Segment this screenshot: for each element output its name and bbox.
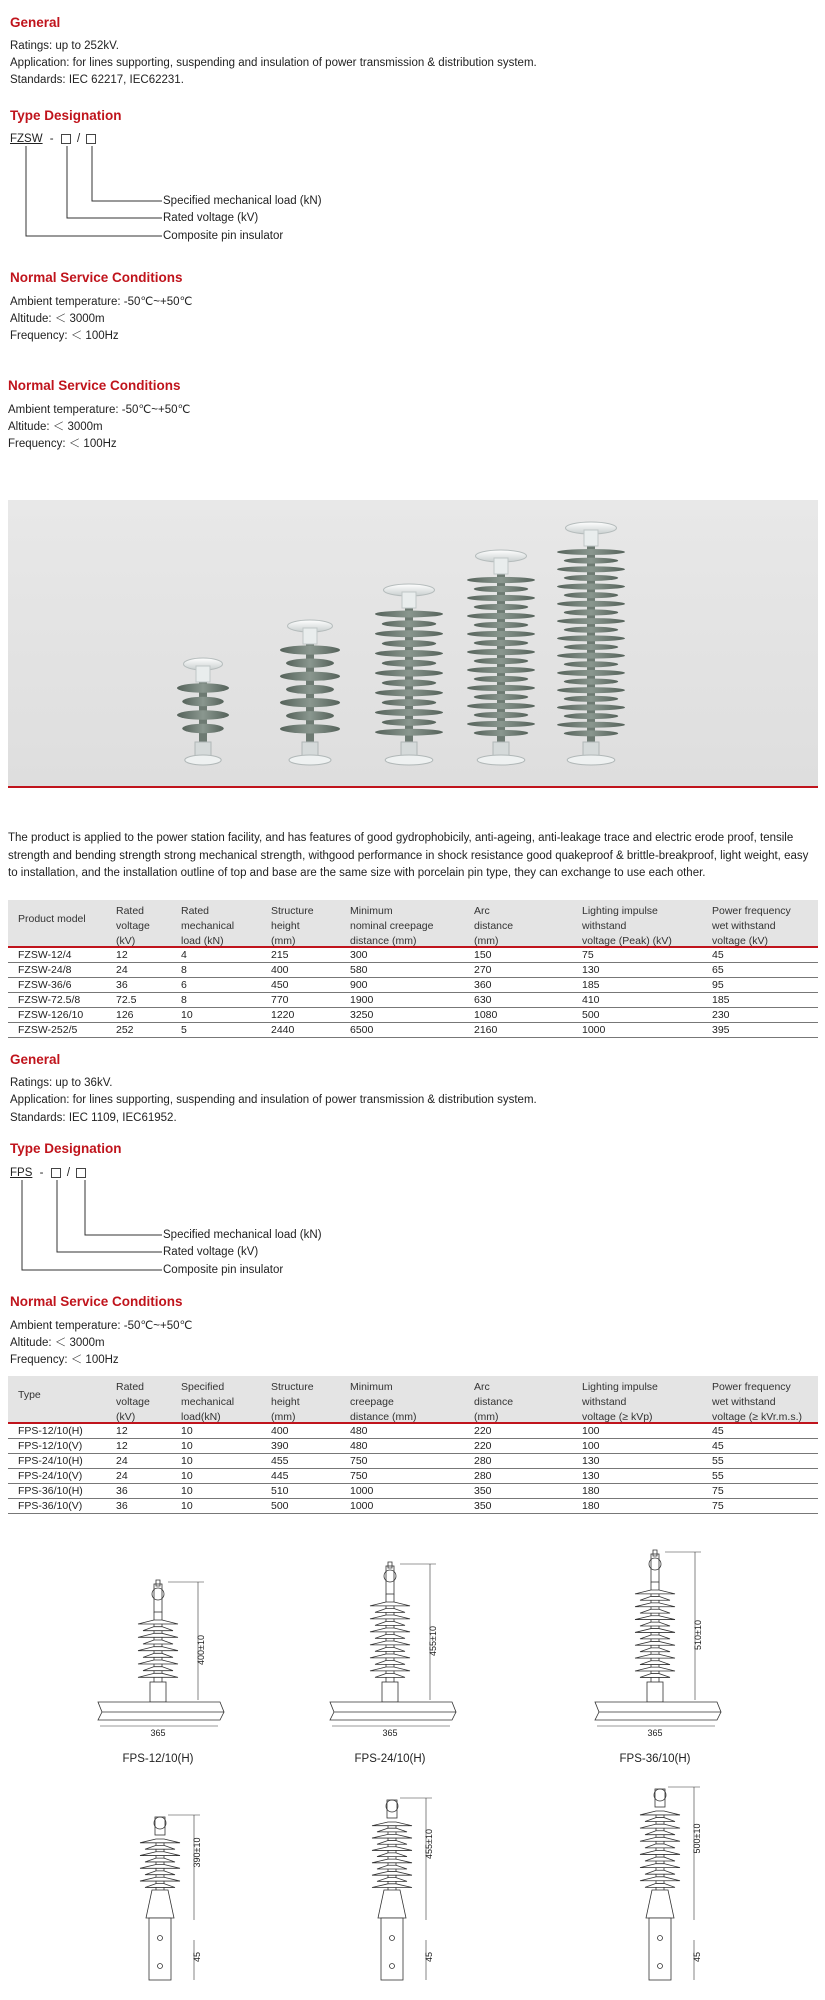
table-cell: 180 — [582, 1485, 600, 1497]
column-header-line: Rated — [116, 1381, 145, 1393]
column-header — [18, 912, 86, 927]
table-cell: 1220 — [271, 1009, 295, 1021]
column-header — [271, 1380, 314, 1425]
column-header-line: (kV) — [116, 935, 136, 947]
table-cell: FZSW-12/4 — [18, 949, 72, 961]
table-cell: 580 — [350, 964, 368, 976]
table-cell: 12 — [116, 1425, 128, 1437]
table-cell: FPS-24/10(H) — [18, 1455, 83, 1467]
table-cell: 24 — [116, 1470, 128, 1482]
designation-prefix: FPS — [10, 1167, 33, 1179]
ambient-text: Ambient temperature: -50℃~+50℃ — [10, 1320, 193, 1332]
type-designation-title: Type Designation — [10, 108, 122, 123]
table-cell: 55 — [712, 1455, 724, 1467]
insulator-photo-item — [177, 658, 229, 765]
table-row — [8, 1439, 818, 1454]
table-cell: FPS-12/10(V) — [18, 1440, 83, 1452]
table-cell: 55 — [712, 1470, 724, 1482]
label-mechanical-load: Specified mechanical load (kN) — [163, 1229, 322, 1241]
table-cell: FZSW-24/8 — [18, 964, 72, 976]
column-header-line: nominal creepage — [350, 920, 434, 932]
table-cell: 2440 — [271, 1024, 295, 1036]
column-header — [582, 904, 672, 949]
table-cell: 230 — [712, 1009, 730, 1021]
table-cell: 510 — [271, 1485, 289, 1497]
column-header-line: (kV) — [116, 1411, 136, 1423]
column-header-line: wet withstand — [712, 1396, 776, 1408]
column-header-line: Rated — [181, 905, 210, 917]
drawing-h-2 — [330, 1562, 456, 1765]
column-header — [116, 1380, 150, 1425]
table-cell: 45 — [712, 949, 724, 961]
table-cell: 150 — [474, 949, 492, 961]
column-header-line: voltage (≥ kVp) — [582, 1411, 653, 1423]
table-cell: 410 — [582, 994, 600, 1006]
column-header-line: withstand — [582, 920, 627, 932]
drawing-caption: FPS-12/10(H) — [122, 1753, 194, 1765]
table-cell: 75 — [582, 949, 594, 961]
nsc-title-2: Normal Service Conditions — [8, 378, 181, 393]
table-cell: 480 — [350, 1440, 368, 1452]
column-header-line: distance — [474, 920, 514, 932]
table-row — [8, 1499, 818, 1514]
table-cell: 10 — [181, 1485, 193, 1497]
column-header-line: mechanical — [181, 920, 235, 932]
column-header — [181, 1380, 234, 1425]
insulator-photo-item — [375, 584, 443, 765]
column-header-line: voltage — [116, 920, 150, 932]
column-header — [350, 1380, 417, 1425]
table-cell: 390 — [271, 1440, 289, 1452]
table-body — [8, 948, 818, 1038]
table-row — [8, 963, 818, 978]
table-cell: 10 — [181, 1470, 193, 1482]
table-header — [8, 1376, 818, 1424]
insulator-photo-item — [280, 620, 340, 765]
column-header — [271, 904, 314, 949]
column-header-line: wet withstand — [712, 920, 776, 932]
table-header — [8, 900, 818, 948]
table-cell: 75 — [712, 1500, 724, 1512]
table-cell: 36 — [116, 1485, 128, 1497]
column-header — [350, 904, 433, 949]
base-dimension: 45 — [692, 1951, 702, 1963]
technical-drawings — [0, 1530, 825, 2000]
label-mechanical-load: Specified mechanical load (kN) — [163, 195, 322, 207]
designation-prefix: FZSW — [10, 133, 43, 145]
table-cell: 3250 — [350, 1009, 374, 1021]
table-cell: 72.5 — [116, 994, 137, 1006]
nsc-title: Normal Service Conditions — [10, 1294, 183, 1309]
table-cell: 8 — [181, 964, 187, 976]
table-cell: 1000 — [350, 1485, 374, 1497]
table-body — [8, 1424, 818, 1514]
table-cell: 75 — [712, 1485, 724, 1497]
table-cell: 1080 — [474, 1009, 498, 1021]
column-header — [474, 904, 513, 949]
column-header-line: load(kN) — [181, 1411, 221, 1423]
designation-sep: - — [49, 133, 54, 145]
table-cell: 185 — [712, 994, 730, 1006]
drawing-h-3 — [595, 1550, 721, 1765]
height-dimension: 510±10 — [693, 1620, 703, 1650]
table-cell: 10 — [181, 1009, 193, 1021]
frequency-text: Frequency: ＜ 100Hz — [10, 330, 119, 342]
column-header-line: Type — [18, 1389, 41, 1401]
drawing-h-1 — [98, 1580, 224, 1765]
column-header-line: Structure — [271, 905, 314, 917]
table-cell: 445 — [271, 1470, 289, 1482]
drawing-v-1 — [140, 1815, 202, 1980]
column-header-line: creepage — [350, 1396, 394, 1408]
table-cell: 10 — [181, 1425, 193, 1437]
ratings-text: Ratings: up to 36kV. — [10, 1077, 113, 1089]
product-description: The product is applied to the power station facility, and has features of good gydrophobicily, anti-ageing, anti-leakage trace and electric erode proof, tensile strength and bending strength strong mechanical strength, withgood performance in shock resistance good quakeproof & brittle-breakproof, light weight, easy to installation, and the installation outline of top and base are the same size with porcelain pin type, they can exchange to use each other. — [8, 832, 809, 879]
column-header-line: Rated — [116, 905, 145, 917]
column-header-line: voltage (Peak) (kV) — [582, 935, 672, 947]
table-cell: 350 — [474, 1500, 492, 1512]
table-cell: 1000 — [350, 1500, 374, 1512]
table-cell: 215 — [271, 949, 289, 961]
column-header-line: withstand — [582, 1396, 627, 1408]
table-cell: 400 — [271, 964, 289, 976]
table-cell: 12 — [116, 1440, 128, 1452]
application-text: Application: for lines supporting, suspending and insulation of power transmission & distribution system. — [10, 1094, 537, 1106]
designation-sep: - — [39, 1167, 44, 1179]
column-header-line: Arc — [474, 1381, 490, 1393]
application-text: Application: for lines supporting, suspending and insulation of power transmission & distribution system. — [10, 57, 537, 69]
base-dimension: 365 — [382, 1728, 398, 1738]
table-row — [8, 1424, 818, 1439]
designation-sep: / — [66, 1167, 71, 1179]
standards-text: Standards: IEC 62217, IEC62231. — [10, 74, 184, 86]
table-cell: 252 — [116, 1024, 134, 1036]
height-dimension: 400±10 — [196, 1635, 206, 1665]
table-cell: 220 — [474, 1425, 492, 1437]
column-header-line: distance — [474, 1396, 514, 1408]
table-row — [8, 1454, 818, 1469]
column-header — [474, 1380, 513, 1425]
table-cell: 100 — [582, 1440, 600, 1452]
insulator-photo-item — [557, 522, 625, 765]
column-header-line: (mm) — [474, 1411, 499, 1423]
column-header-line: Structure — [271, 1381, 314, 1393]
table-cell: 130 — [582, 1455, 600, 1467]
column-header-line: Minimum — [350, 905, 393, 917]
table-cell: FPS-12/10(H) — [18, 1425, 83, 1437]
column-header-line: distance (mm) — [350, 935, 417, 947]
altitude-text-2: Altitude: ＜ 3000m — [8, 421, 103, 433]
table-cell: 500 — [271, 1500, 289, 1512]
insulators-illustration — [8, 500, 818, 788]
column-header-line: Minimum — [350, 1381, 393, 1393]
table-cell: 45 — [712, 1440, 724, 1452]
table-cell: 300 — [350, 949, 368, 961]
column-header-line: Power frequency — [712, 905, 791, 917]
height-dimension: 455±10 — [424, 1829, 434, 1859]
label-composite-pin: Composite pin insulator — [163, 230, 284, 242]
type-designation-title: Type Designation — [10, 1141, 122, 1156]
insulators-photo — [8, 500, 818, 788]
column-header-line: height — [271, 1396, 300, 1408]
table-cell: 100 — [582, 1425, 600, 1437]
nsc-title: Normal Service Conditions — [10, 270, 183, 285]
insulator-photo-item — [467, 550, 535, 765]
table-row — [8, 1023, 818, 1038]
column-header — [712, 1380, 802, 1425]
fps-spec-table — [8, 1376, 818, 1514]
table-cell: 130 — [582, 1470, 600, 1482]
column-header-line: Product model — [18, 913, 86, 925]
table-cell: FZSW-126/10 — [18, 1009, 84, 1021]
table-cell: 185 — [582, 979, 600, 991]
table-cell: 280 — [474, 1470, 492, 1482]
frequency-text-2: Frequency: ＜ 100Hz — [8, 438, 117, 450]
table-cell: 750 — [350, 1455, 368, 1467]
column-header-line: voltage (≥ kVr.m.s.) — [712, 1411, 802, 1423]
column-header-line: Lighting impulse — [582, 1381, 658, 1393]
table-row — [8, 978, 818, 993]
table-cell: 770 — [271, 994, 289, 1006]
base-dimension: 365 — [150, 1728, 166, 1738]
altitude-text: Altitude: ＜ 3000m — [10, 313, 105, 325]
table-cell: 6 — [181, 979, 187, 991]
table-cell: 36 — [116, 979, 128, 991]
column-header — [181, 904, 234, 949]
column-header — [582, 1380, 658, 1425]
table-cell: 4 — [181, 949, 187, 961]
base-dimension: 45 — [192, 1951, 202, 1963]
table-cell: FZSW-72.5/8 — [18, 994, 81, 1006]
table-cell: 500 — [582, 1009, 600, 1021]
table-cell: 280 — [474, 1455, 492, 1467]
drawing-v-2 — [372, 1798, 434, 1980]
base-dimension: 45 — [424, 1951, 434, 1963]
table-cell: FPS-24/10(V) — [18, 1470, 83, 1482]
table-cell: 36 — [116, 1500, 128, 1512]
table-row — [8, 948, 818, 963]
table-cell: 1000 — [582, 1024, 606, 1036]
table-cell: 5 — [181, 1024, 187, 1036]
column-header-line: mechanical — [181, 1396, 235, 1408]
table-cell: 220 — [474, 1440, 492, 1452]
ambient-text-2: Ambient temperature: -50℃~+50℃ — [8, 404, 191, 416]
column-header-line: Power frequency — [712, 1381, 791, 1393]
label-rated-voltage: Rated voltage (kV) — [163, 212, 259, 224]
altitude-text: Altitude: ＜ 3000m — [10, 1337, 105, 1349]
drawing-caption: FPS-36/10(H) — [619, 1753, 691, 1765]
table-row — [8, 1469, 818, 1484]
table-cell: FZSW-252/5 — [18, 1024, 78, 1036]
table-cell: 95 — [712, 979, 724, 991]
table-cell: 360 — [474, 979, 492, 991]
table-cell: 180 — [582, 1500, 600, 1512]
column-header-line: (mm) — [474, 935, 499, 947]
table-cell: 630 — [474, 994, 492, 1006]
table-cell: 900 — [350, 979, 368, 991]
label-composite-pin: Composite pin insulator — [163, 1264, 284, 1276]
table-cell: 10 — [181, 1455, 193, 1467]
column-header-line: voltage (kV) — [712, 935, 769, 947]
table-cell: 270 — [474, 964, 492, 976]
label-rated-voltage: Rated voltage (kV) — [163, 1246, 259, 1258]
table-cell: 1900 — [350, 994, 374, 1006]
table-cell: 10 — [181, 1440, 193, 1452]
drawing-caption: FPS-24/10(H) — [354, 1753, 426, 1765]
ratings-text: Ratings: up to 252kV. — [10, 40, 119, 52]
column-header — [116, 904, 150, 949]
table-cell: 750 — [350, 1470, 368, 1482]
column-header-line: (mm) — [271, 935, 296, 947]
ambient-text: Ambient temperature: -50℃~+50℃ — [10, 296, 193, 308]
general-title: General — [10, 15, 61, 30]
table-cell: FPS-36/10(H) — [18, 1485, 83, 1497]
table-row — [8, 1008, 818, 1023]
height-dimension: 455±10 — [428, 1626, 438, 1656]
column-header-line: voltage — [116, 1396, 150, 1408]
table-cell: 395 — [712, 1024, 730, 1036]
table-cell: 400 — [271, 1425, 289, 1437]
table-cell: FZSW-36/6 — [18, 979, 72, 991]
column-header-line: Lighting impulse — [582, 905, 658, 917]
table-cell: 126 — [116, 1009, 134, 1021]
standards-text: Standards: IEC 1109, IEC61952. — [10, 1112, 177, 1124]
column-header-line: height — [271, 920, 300, 932]
table-cell: 24 — [116, 1455, 128, 1467]
drawing-v-3 — [640, 1787, 702, 1980]
column-header-line: load (kN) — [181, 935, 224, 947]
designation-sep: / — [77, 133, 81, 145]
table-cell: 350 — [474, 1485, 492, 1497]
column-header — [18, 1388, 41, 1403]
table-cell: 10 — [181, 1500, 193, 1512]
table-cell: 480 — [350, 1425, 368, 1437]
table-cell: 130 — [582, 964, 600, 976]
table-cell: FPS-36/10(V) — [18, 1500, 83, 1512]
fzsw-spec-table — [8, 900, 818, 1038]
base-dimension: 365 — [647, 1728, 663, 1738]
table-cell: 8 — [181, 994, 187, 1006]
general-title: General — [10, 1052, 61, 1067]
height-dimension: 390±10 — [192, 1837, 202, 1868]
column-header-line: Arc — [474, 905, 490, 917]
height-dimension: 500±10 — [692, 1823, 702, 1854]
column-header-line: Specified — [181, 1381, 225, 1393]
column-header-line: distance (mm) — [350, 1411, 417, 1423]
frequency-text: Frequency: ＜ 100Hz — [10, 1354, 119, 1366]
table-cell: 2160 — [474, 1024, 498, 1036]
table-cell: 12 — [116, 949, 128, 961]
column-header — [712, 904, 791, 949]
table-cell: 24 — [116, 964, 128, 976]
table-row — [8, 993, 818, 1008]
table-row — [8, 1484, 818, 1499]
column-header-line: (mm) — [271, 1411, 296, 1423]
table-cell: 450 — [271, 979, 289, 991]
table-cell: 455 — [271, 1455, 289, 1467]
table-cell: 65 — [712, 964, 724, 976]
table-cell: 6500 — [350, 1024, 374, 1036]
table-cell: 45 — [712, 1425, 724, 1437]
